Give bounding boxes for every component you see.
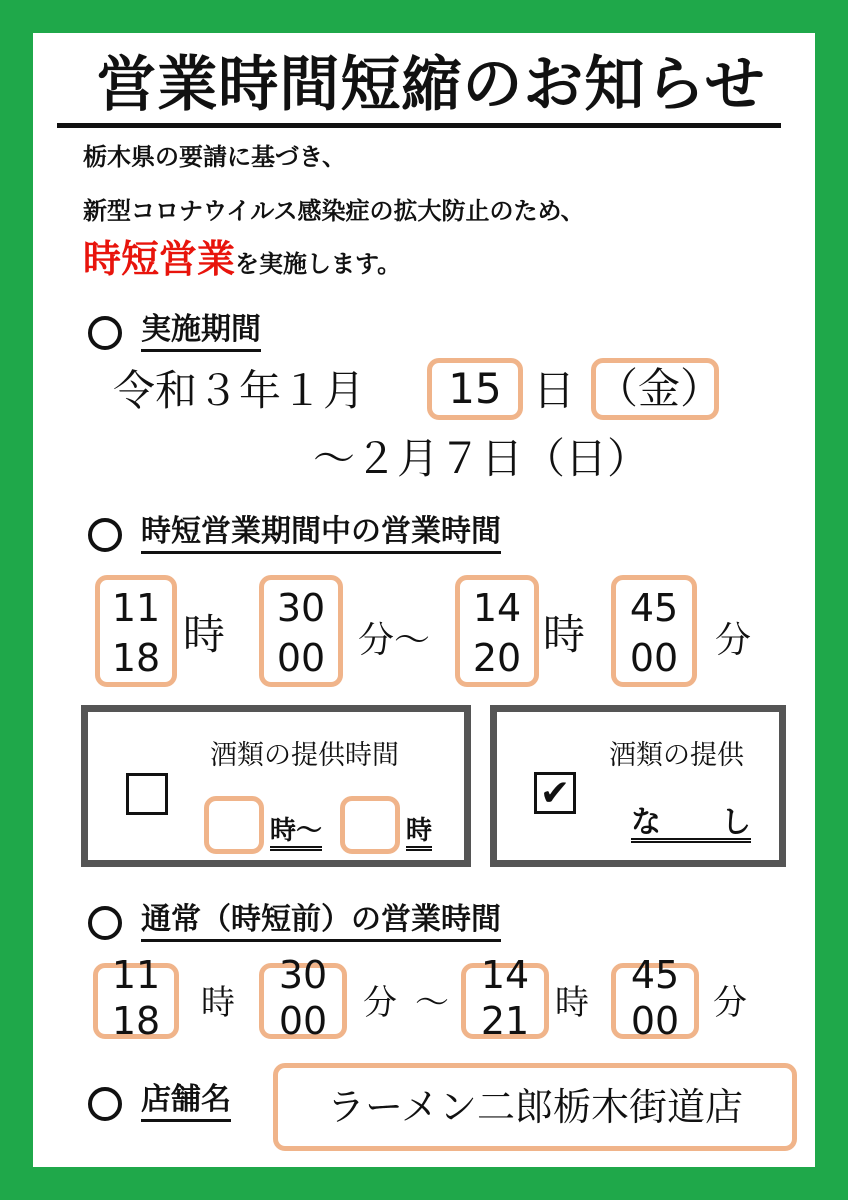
circle-icon bbox=[88, 518, 122, 552]
period-end: ～２月７日（日） bbox=[313, 434, 650, 483]
tilde: ～ bbox=[415, 983, 449, 1023]
alcohol-none-value: な し bbox=[631, 808, 751, 843]
intro-line-2: 新型コロナウイルス感染症の拡大防止のため、 bbox=[83, 197, 585, 225]
alcohol-hour-from-box bbox=[204, 796, 264, 854]
circle-icon bbox=[88, 316, 122, 350]
alcohol-none-checkbox[interactable]: ✔ bbox=[534, 772, 576, 814]
alcohol-none-panel bbox=[490, 705, 786, 867]
short-end-hour-box bbox=[455, 575, 539, 687]
short-end-hour-2: 20 bbox=[472, 636, 522, 680]
store-name-box: ラーメン二郎栃木街道店 bbox=[273, 1063, 797, 1151]
intro-line-3-rest: を実施します。 bbox=[235, 250, 402, 278]
short-end-min-1: 45 bbox=[629, 586, 679, 630]
alcohol-hours-panel bbox=[81, 705, 471, 867]
alcohol-hours-checkbox[interactable] bbox=[126, 773, 168, 815]
period-heading: 実施期間 bbox=[141, 313, 261, 352]
hour-unit: 時 bbox=[183, 610, 226, 659]
alcohol-hour-from-label: 時～ bbox=[270, 816, 322, 851]
alcohol-hour-to-label: 時 bbox=[406, 816, 432, 851]
intro-line-3 bbox=[83, 237, 402, 281]
normal-end-min-1: 45 bbox=[630, 953, 680, 997]
page-title: 営業時間短縮のお知らせ bbox=[96, 50, 766, 120]
normal-start-min-1: 30 bbox=[278, 953, 328, 997]
min-unit: 分 bbox=[363, 983, 397, 1023]
weekday-box: （金） bbox=[591, 358, 719, 420]
short-start-min-box bbox=[259, 575, 343, 687]
short-start-hour-box bbox=[95, 575, 177, 687]
normal-start-hour-1: 11 bbox=[111, 953, 161, 997]
store-heading: 店舗名 bbox=[141, 1083, 231, 1122]
normal-start-min-2: 00 bbox=[278, 999, 328, 1043]
hour-unit: 時 bbox=[201, 983, 235, 1023]
min-tilde: 分～ bbox=[358, 620, 431, 661]
min-unit: 分 bbox=[715, 620, 752, 661]
alcohol-hour-to-box bbox=[340, 796, 400, 854]
title-underline bbox=[57, 123, 781, 128]
notice-sheet bbox=[33, 33, 815, 1167]
short-start-min-1: 30 bbox=[276, 586, 326, 630]
short-start-min-2: 00 bbox=[276, 636, 326, 680]
normal-start-hour-2: 18 bbox=[111, 999, 161, 1043]
hour-unit: 時 bbox=[555, 983, 589, 1023]
short-start-hour-1: 11 bbox=[111, 586, 161, 630]
normal-end-hour-1: 14 bbox=[480, 953, 530, 997]
start-day-box: 15 bbox=[427, 358, 523, 420]
highlight-text: 時短営業 bbox=[83, 237, 236, 281]
short-end-min-box bbox=[611, 575, 697, 687]
alcohol-hours-label: 酒類の提供時間 bbox=[210, 740, 399, 771]
short-start-hour-2: 18 bbox=[111, 636, 161, 680]
hour-unit: 時 bbox=[543, 610, 586, 659]
normal-end-hour-2: 21 bbox=[480, 999, 530, 1043]
period-prefix: 令和３年１月 bbox=[113, 366, 366, 415]
circle-icon bbox=[88, 1087, 122, 1121]
short-hours-heading: 時短営業期間中の営業時間 bbox=[141, 515, 501, 554]
short-end-hour-1: 14 bbox=[472, 586, 522, 630]
day-unit: 日 bbox=[533, 366, 576, 415]
normal-end-min-2: 00 bbox=[630, 999, 680, 1043]
short-end-min-2: 00 bbox=[629, 636, 679, 680]
normal-hours-heading: 通常（時短前）の営業時間 bbox=[141, 903, 501, 942]
min-unit: 分 bbox=[713, 983, 747, 1023]
alcohol-none-label: 酒類の提供 bbox=[609, 740, 744, 771]
circle-icon bbox=[88, 906, 122, 940]
intro-line-1: 栃木県の要請に基づき、 bbox=[83, 143, 347, 171]
